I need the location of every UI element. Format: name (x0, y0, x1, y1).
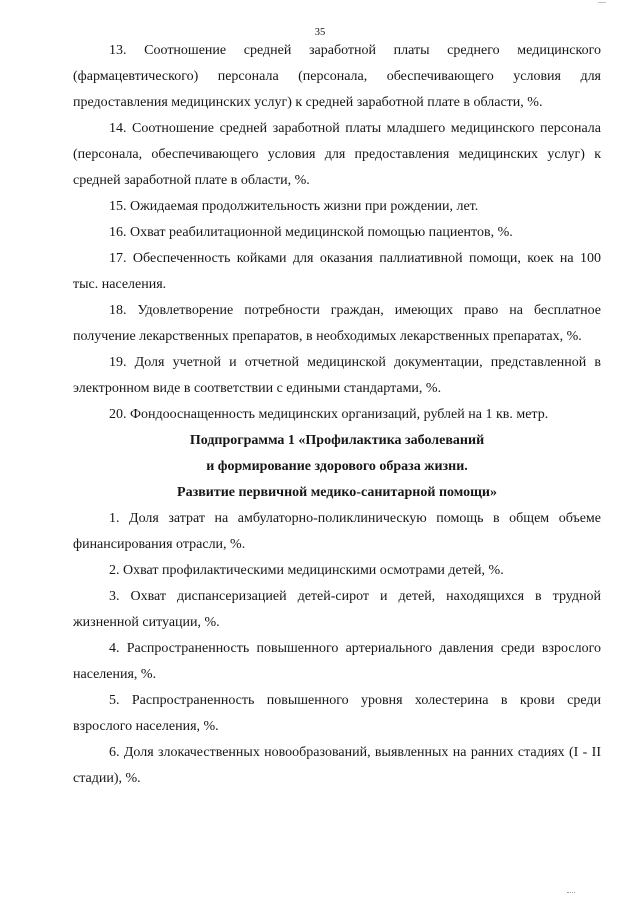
list-item: 1. Доля затрат на амбулаторно-поликлиническую помощь в общем объеме финансирования отрасли, %. (73, 511, 601, 552)
list-item: 18. Удовлетворение потребности граждан, имеющих право на бесплатное получение лекарственных препаратов, в необходимых лекарственных препаратах, %. (73, 303, 601, 344)
scan-edge-mark (598, 0, 606, 3)
scan-edge-mark (567, 892, 575, 894)
page-number: 35 (314, 27, 326, 38)
list-item: 15. Ожидаемая продолжительность жизни при рождении, лет. (109, 199, 479, 214)
heading-line: Развитие первичной медико-санитарной помощи» (177, 485, 497, 500)
subprogram-heading (73, 428, 601, 506)
heading-line: Подпрограмма 1 «Профилактика заболеваний (189, 433, 485, 448)
list-item: 4. Распространенность повышенного артериального давления среди взрослого населения, %. (73, 641, 601, 682)
list-item: 5. Распространенность повышенного уровня холестерина в крови среди взрослого населения, %. (73, 693, 601, 734)
list-item: 6. Доля злокачественных новообразований, выявленных на ранних стадиях (I - II стадии), %. (73, 745, 601, 786)
heading-line: и формирование здорового образа жизни. (206, 459, 468, 474)
list-item: 19. Доля учетной и отчетной медицинской документации, представленной в электронном виде в соответствии с едиными стандартами, %. (73, 355, 601, 396)
list-item: 2. Охват профилактическими медицинскими осмотрами детей, %. (109, 563, 504, 578)
list-item: 14. Соотношение средней заработной платы младшего медицинского персонала (персонала, обеспечивающего условия для предоставления медицинских услуг) к средней заработной плате в области, %. (73, 121, 601, 188)
page-body (73, 38, 601, 792)
list-item: 20. Фондооснащенность медицинских организаций, рублей на 1 кв. метр. (109, 407, 549, 422)
list-item: 17. Обеспеченность койками для оказания паллиативной помощи, коек на 100 тыс. населения. (73, 251, 601, 292)
list-item: 16. Охват реабилитационной медицинской помощью пациентов, %. (109, 225, 513, 240)
list-item: 3. Охват диспансеризацией детей-сирот и детей, находящихся в трудной жизненной ситуации, %. (73, 589, 601, 630)
list-item: 13. Соотношение средней заработной платы среднего медицинского (фармацевтического) персонала (персонала, обеспечивающего условия для предоставления медицинских услуг) к средней заработной плате в области, %. (73, 43, 601, 110)
